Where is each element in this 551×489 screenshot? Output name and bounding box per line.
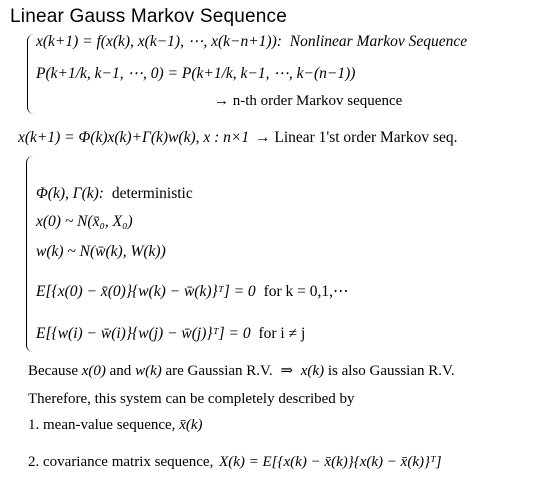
mean-value-symbol: x̄(k) — [179, 417, 203, 433]
phi-gamma-symbols: Φ(k), Γ(k): — [36, 185, 104, 202]
nth-order-markov-note: → n-th order Markov sequence — [214, 93, 403, 109]
linear-system-equation — [18, 130, 458, 146]
linear-equation: x(k+1) = Φ(k)x(k)+Γ(k)w(k), x : n×1 — [18, 129, 250, 146]
covariance-label: 2. covariance matrix sequence, — [28, 454, 214, 470]
linear-markov-note: → Linear 1'st order Markov seq. — [254, 129, 458, 146]
also-gaussian-text: is also Gaussian R.V. — [327, 363, 455, 379]
deterministic-condition — [36, 186, 193, 202]
mean-value-label: 1. mean-value sequence, — [28, 417, 176, 433]
cross-covariance-range: for k = 0,1,⋯ — [263, 283, 349, 300]
nonlinear-equation-lhs: x(k+1) = f(x(k), x(k−1), ⋯, x(k−n+1)): — [36, 33, 282, 50]
because-word: Because — [28, 363, 78, 379]
gaussian-statement — [28, 364, 455, 379]
covariance-equation: X(k) = E[{x(k) − x̄(k)}{x(k) − x̄(k)}ᵀ] — [219, 454, 442, 470]
nonlinear-markov-label: Nonlinear Markov Sequence — [289, 33, 468, 50]
therefore-statement: Therefore, this system can be completely described by — [28, 391, 355, 407]
implies-arrow: ⇒ — [280, 363, 294, 379]
white-noise-condition — [36, 326, 305, 342]
process-noise-distribution: w(k) ~ N(w̄(k), W(k)) — [36, 243, 166, 260]
cross-covariance-condition — [36, 284, 349, 300]
white-noise-range: for i ≠ j — [258, 325, 306, 342]
markov-brace — [27, 34, 34, 114]
xk-symbol: x(k) — [300, 363, 325, 379]
mean-value-item — [28, 418, 203, 433]
markov-probability-equation: P(k+1/k, k−1, ⋯, 0) = P(k+1/k, k−1, ⋯, k−(n−1)) — [36, 65, 356, 82]
and-word: and — [109, 363, 132, 379]
are-gaussian-text: are Gaussian R.V. — [165, 363, 273, 379]
white-noise-equation: E[{w(i) − w̄(i)}{w(j) − w̄(j)}ᵀ] = 0 — [36, 325, 251, 342]
page-title: Linear Gauss Markov Sequence — [10, 6, 288, 27]
wk-symbol: w(k) — [135, 363, 162, 379]
initial-state-distribution: x(0) ~ N(x̄₀, X₀) — [36, 213, 133, 230]
covariance-item — [28, 455, 442, 470]
conditions-brace — [26, 156, 33, 352]
nonlinear-markov-equation — [36, 34, 467, 50]
deterministic-text: deterministic — [111, 185, 193, 202]
cross-covariance-equation: E[{x(0) − x̄(0)}{w(k) − w̄(k)}ᵀ] = 0 — [36, 283, 256, 300]
x0-symbol: x(0) — [81, 363, 106, 379]
